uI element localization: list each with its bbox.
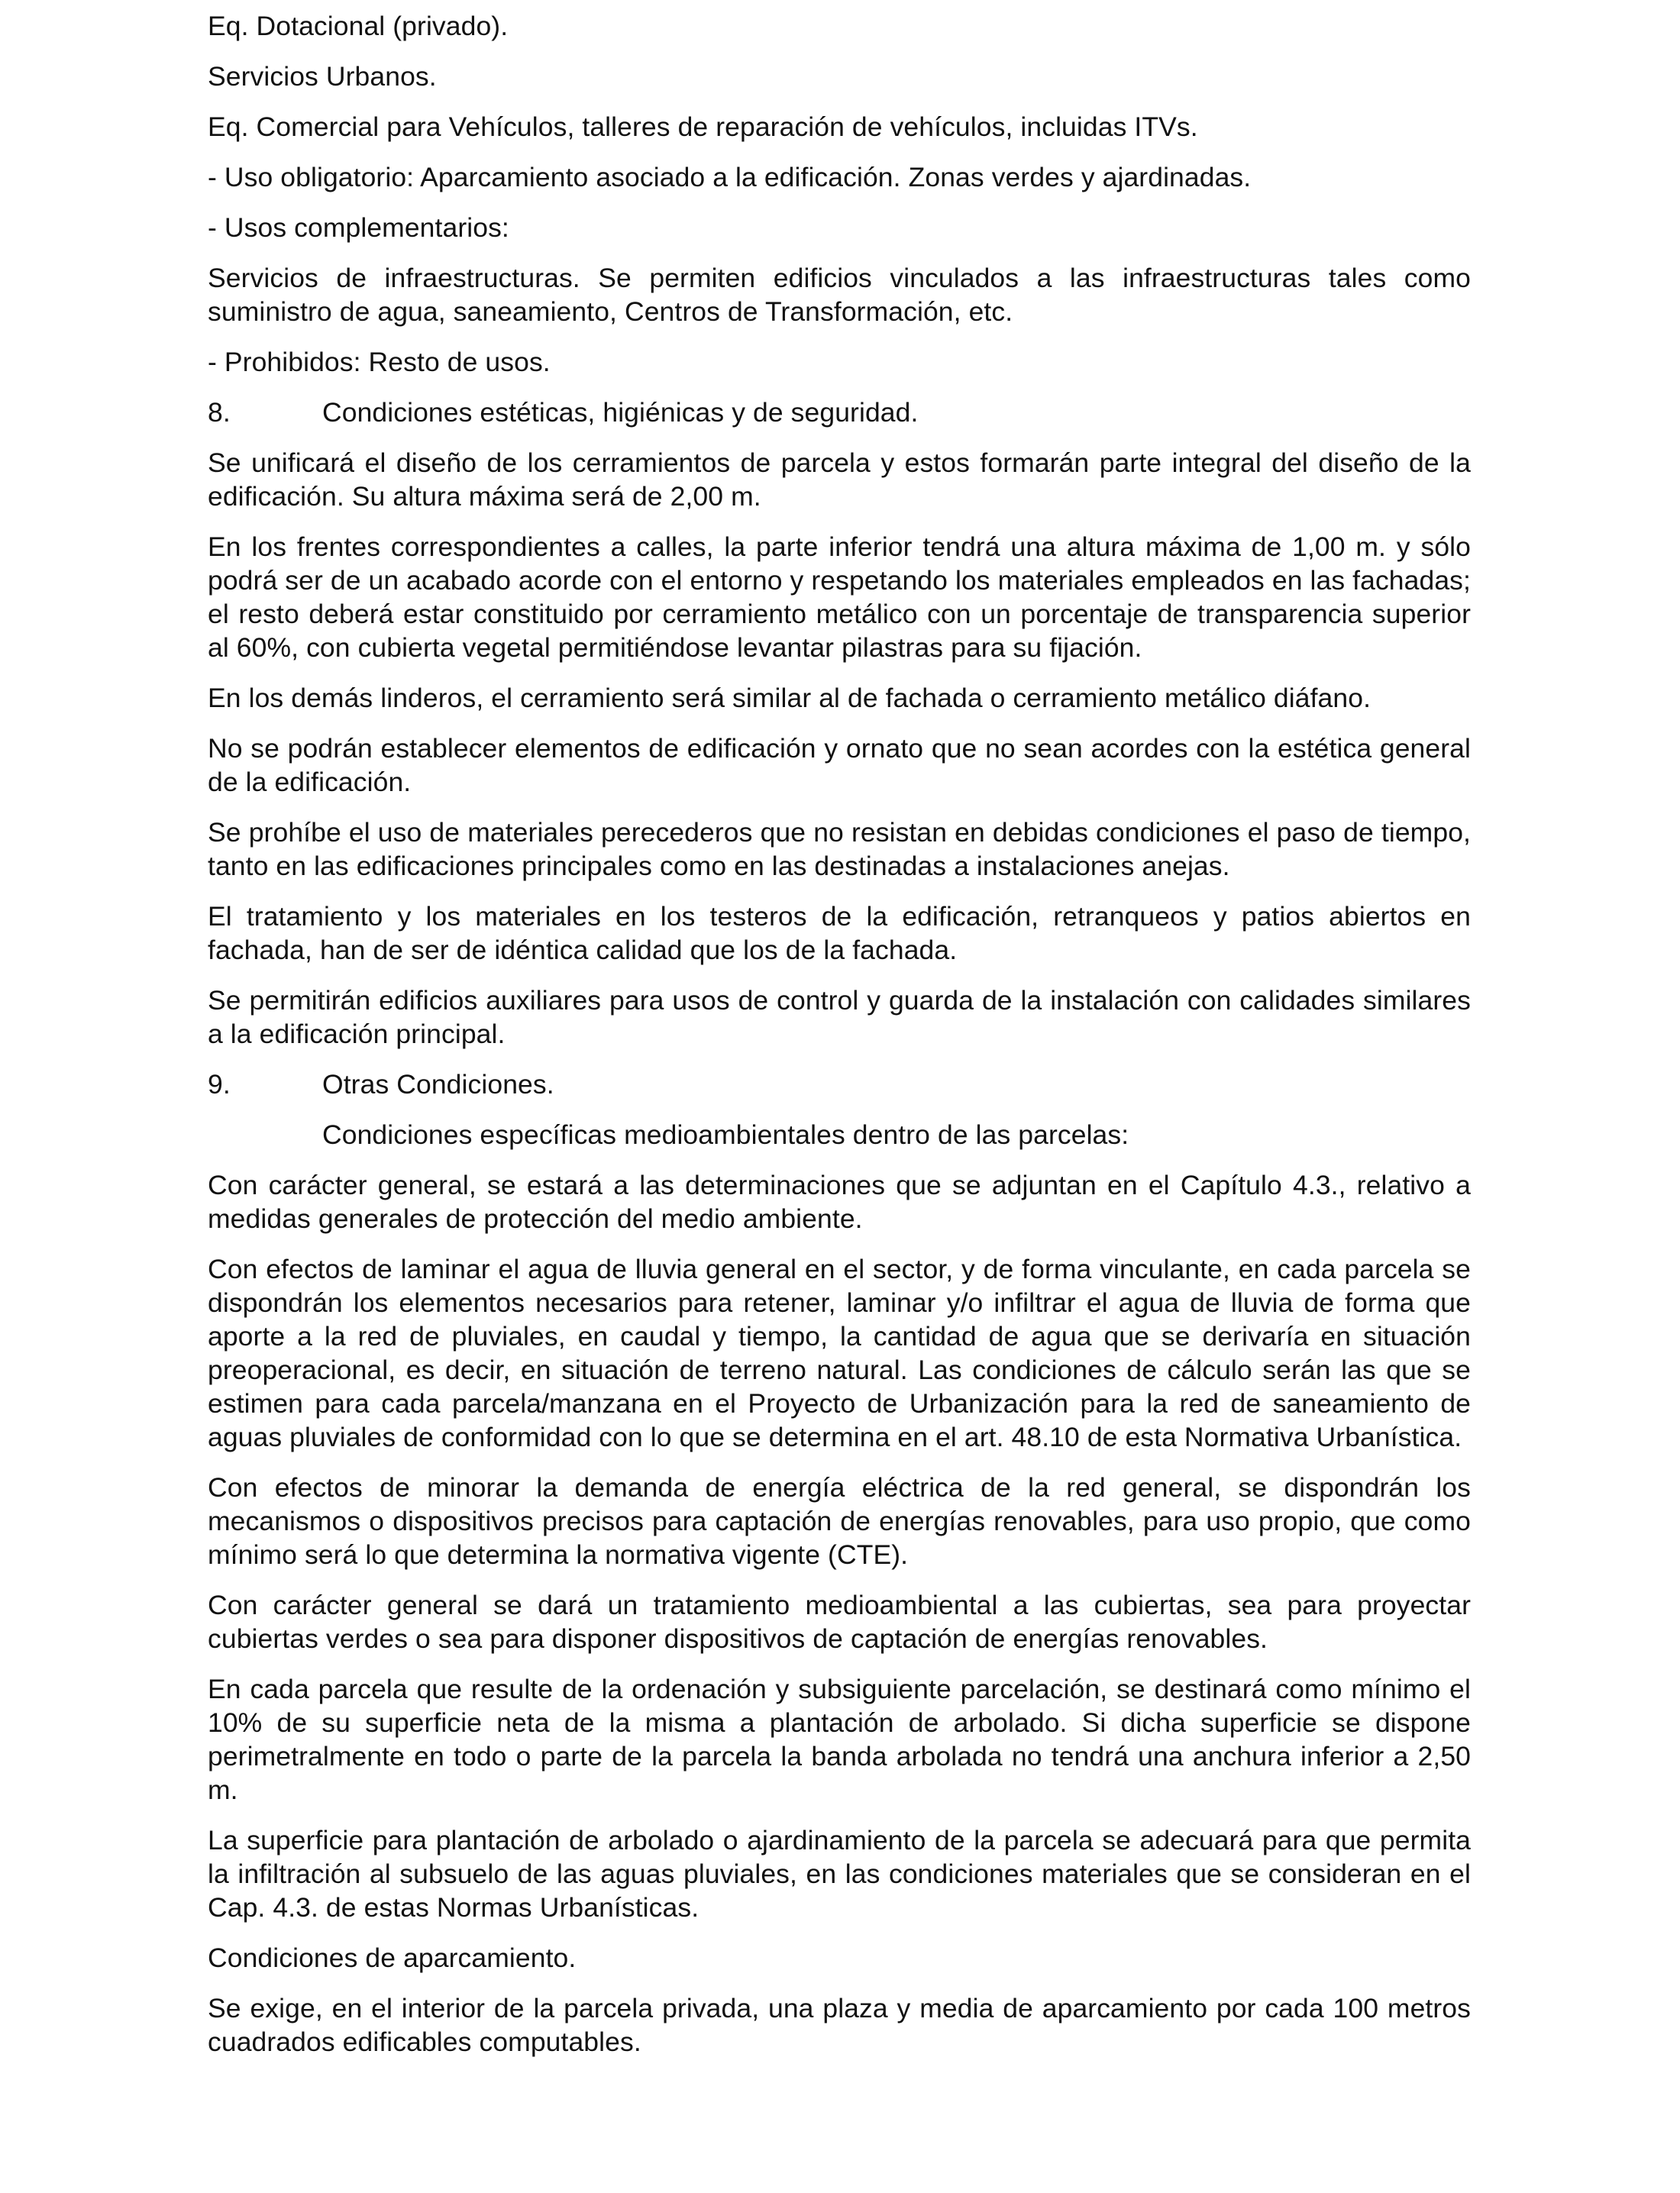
- section-9-paragraph: Con efectos de laminar el agua de lluvia general en el sector, y de forma vinculante, en cada parcela se dispondrán los elementos necesarios para retener, laminar y/o infiltrar el agua de lluvia de forma que aporte a la red de pluviales, en caudal y tiempo, la cantidad de agua que se derivaría en situación preoperacional, es decir, en situación de terreno natural. Las condiciones de cálculo serán las que se estimen para cada parcela/manzana en el Proyecto de Urbanización para la red de saneamiento de aguas pluviales de conformidad con lo que se determina en el art. 48.10 de esta Normativa Urbanística.: [208, 1254, 1471, 1452]
- section-9-title: Otras Condiciones.: [322, 1069, 554, 1100]
- section-8-paragraph: Se unificará el diseño de los cerramientos de parcela y estos formarán parte integral del diseño de la edificación. Su altura máxima será de 2,00 m.: [208, 447, 1471, 512]
- aparcamiento-title: Condiciones de aparcamiento.: [208, 1943, 577, 1973]
- section-8-number: 8.: [208, 397, 231, 428]
- line-eq-comercial: Eq. Comercial para Vehículos, talleres de reparación de vehículos, incluidas ITVs.: [208, 111, 1198, 142]
- section-8-paragraph: El tratamiento y los materiales en los testeros de la edificación, retranqueos y patios abiertos en fachada, han de ser de idéntica calidad que los de la fachada.: [208, 901, 1471, 965]
- line-eq-dotacional: Eq. Dotacional (privado).: [208, 11, 509, 41]
- section-9-paragraph: Con carácter general, se estará a las determinaciones que se adjuntan en el Capítulo 4.3., relativo a medidas generales de protección del medio ambiente.: [208, 1170, 1471, 1234]
- section-9-heading: [208, 1067, 1471, 1101]
- section-9-number: 9.: [208, 1069, 231, 1100]
- section-8-title: Condiciones estéticas, higiénicas y de seguridad.: [322, 397, 919, 428]
- section-8-paragraph: No se podrán establecer elementos de edificación y ornato que no sean acordes con la estética general de la edificación.: [208, 733, 1471, 797]
- line-usos-complementarios: - Usos complementarios:: [208, 212, 509, 243]
- section-8-heading: [208, 396, 1471, 429]
- line-uso-obligatorio: - Uso obligatorio: Aparcamiento asociado a la edificación. Zonas verdes y ajardinadas.: [208, 162, 1252, 192]
- section-8-paragraph: Se permitirán edificios auxiliares para usos de control y guarda de la instalación con calidades similares a la edificación principal.: [208, 985, 1471, 1049]
- section-8-paragraph: Se prohíbe el uso de materiales perecederos que no resistan en debidas condiciones el paso de tiempo, tanto en las edificaciones principales como en las destinadas a instalaciones anejas.: [208, 817, 1471, 881]
- document-page: [208, 9, 1471, 2075]
- line-servicios-urbanos: Servicios Urbanos.: [208, 61, 437, 92]
- section-9-paragraph: En cada parcela que resulte de la ordenación y subsiguiente parcelación, se destinará como mínimo el 10% de su superficie neta de la misma a plantación de arbolado. Si dicha superficie se dispone perimetralmente en todo o parte de la parcela la banda arbolada no tendrá una anchura inferior a 2,50 m.: [208, 1674, 1471, 1805]
- section-9-paragraph: Con efectos de minorar la demanda de energía eléctrica de la red general, se dispondrán los mecanismos o dispositivos precisos para captación de energías renovables, para uso propio, que como mínimo será lo que determina la normativa vigente (CTE).: [208, 1472, 1471, 1570]
- section-9-paragraph: Con carácter general se dará un tratamiento medioambiental a las cubiertas, sea para proyectar cubiertas verdes o sea para disponer dispositivos de captación de energías renovables.: [208, 1590, 1471, 1654]
- section-8-paragraph: En los frentes correspondientes a calles, la parte inferior tendrá una altura máxima de 1,00 m. y sólo podrá ser de un acabado acorde con el entorno y respetando los materiales empleados en las fachadas; el resto deberá estar constituido por cerramiento metálico con un porcentaje de transparencia superior al 60%, con cubierta vegetal permitiéndose levantar pilastras para su fijación.: [208, 531, 1471, 663]
- section-8-paragraph: En los demás linderos, el cerramiento será similar al de fachada o cerramiento metálico diáfano.: [208, 683, 1371, 713]
- section-9-subtitle: Condiciones específicas medioambientales dentro de las parcelas:: [322, 1119, 1129, 1150]
- aparcamiento-paragraph: Se exige, en el interior de la parcela privada, una plaza y media de aparcamiento por cada 100 metros cuadrados edificables computables.: [208, 1993, 1471, 2057]
- section-9-paragraph: La superficie para plantación de arbolado o ajardinamiento de la parcela se adecuará para que permita la infiltración al subsuelo de las aguas pluviales, en las condiciones materiales que se consideran en el Cap. 4.3. de estas Normas Urbanísticas.: [208, 1825, 1471, 1923]
- line-prohibidos: - Prohibidos: Resto de usos.: [208, 347, 551, 377]
- paragraph-infraestructuras: Servicios de infraestructuras. Se permiten edificios vinculados a las infraestructuras tales como suministro de agua, saneamiento, Centros de Transformación, etc.: [208, 263, 1471, 327]
